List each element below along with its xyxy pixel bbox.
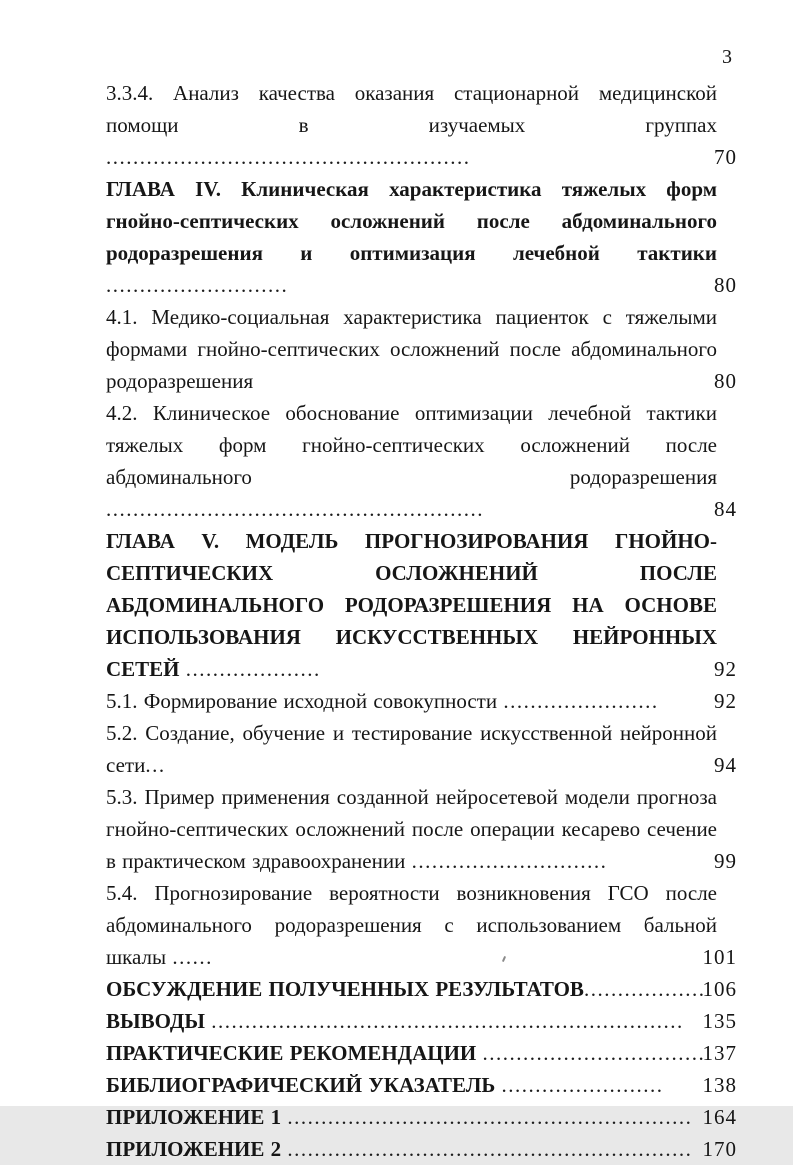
toc-entry-dot-leader: .......................: [503, 689, 659, 713]
toc-entry-title: 5.3. Пример применения созданной нейросетевой модели прогноза гнойно-септических осложнений после операции кесарево сечение в практическом здравоохранении: [106, 785, 717, 873]
toc-entry-title: 5.1. Формирование исходной совокупности: [106, 689, 504, 713]
toc-entry-title: ВЫВОДЫ: [106, 1009, 212, 1033]
toc-entry-title: БИБЛИОГРАФИЧЕСКИЙ УКАЗАТЕЛЬ: [106, 1073, 502, 1097]
toc-entry-title: 3.3.4. Анализ качества оказания стационарной медицинской помощи в изучаемых группах: [106, 81, 717, 137]
toc-entry-title: ПРАКТИЧЕСКИЕ РЕКОМЕНДАЦИИ: [106, 1041, 483, 1065]
toc-entry: [106, 77, 739, 173]
toc-entry-dot-leader: ......................................................................: [211, 1009, 684, 1033]
toc-entry-dot-leader: ...: [145, 753, 166, 777]
toc-entry-page-number: 94: [714, 753, 737, 777]
toc-entry: [106, 781, 739, 877]
table-of-contents: [106, 77, 739, 1165]
toc-entry-page-number: 80: [714, 273, 737, 297]
toc-entry: [106, 301, 739, 397]
toc-entry-title: ОБСУЖДЕНИЕ ПОЛУЧЕННЫХ РЕЗУЛЬТАТОВ: [106, 977, 584, 1001]
toc-entry: [106, 1133, 739, 1165]
toc-entry-dot-leader: ...........................: [106, 273, 289, 297]
toc-entry-page-number: 135: [702, 1009, 737, 1033]
toc-entry-page-number: 106: [702, 977, 737, 1001]
toc-entry-title: 4.2. Клиническое обоснование оптимизации лечебной тактики тяжелых форм гнойно-септических осложнений после абдоминального родоразрешения: [106, 401, 717, 489]
toc-entry-title: 5.2. Создание, обучение и тестирование искусственной нейронной сети: [106, 721, 717, 777]
toc-entry-page-number: 92: [714, 657, 737, 681]
toc-entry: [106, 1037, 739, 1069]
toc-entry-title: 5.4. Прогнозирование вероятности возникновения ГСО после абдоминального родоразрешения с использованием бальной шкалы: [106, 881, 717, 969]
toc-entry-page-number: 84: [714, 497, 737, 521]
toc-entry-title: ПРИЛОЖЕНИЕ 2: [106, 1137, 288, 1161]
toc-entry-page-number: 137: [702, 1041, 737, 1065]
toc-entry-dot-leader: .................................: [482, 1041, 706, 1065]
toc-entry-title: ГЛАВА V. МОДЕЛЬ ПРОГНОЗИРОВАНИЯ ГНОЙНО-СЕПТИЧЕСКИХ ОСЛОЖНЕНИЙ ПОСЛЕ АБДОМИНАЛЬНОГО РОДОРАЗРЕШЕНИЯ НА ОСНОВЕ ИСПОЛЬЗОВАНИЯ ИСКУССТВЕННЫХ НЕЙРОННЫХ СЕТЕЙ: [106, 529, 717, 681]
toc-entry-title: 4.1. Медико-социальная характеристика пациенток с тяжелыми формами гнойно-септических осложнений после абдоминального родоразрешения: [106, 305, 717, 393]
toc-entry-dot-leader: ............................................................: [287, 1105, 693, 1129]
toc-entry: [106, 525, 739, 685]
toc-entry: [106, 397, 739, 525]
toc-entry-dot-leader: ....................: [185, 657, 321, 681]
toc-entry-dot-leader: ..................: [583, 977, 706, 1001]
toc-entry-dot-leader: ........................................................: [106, 497, 484, 521]
toc-entry: [106, 685, 739, 717]
toc-entry-dot-leader: .............................: [411, 849, 608, 873]
toc-entry: [106, 1005, 739, 1037]
toc-entry-page-number: 170: [702, 1137, 737, 1161]
toc-entry: [106, 173, 739, 301]
toc-entry: [106, 1101, 739, 1133]
toc-entry-title: ПРИЛОЖЕНИЕ 1: [106, 1105, 288, 1129]
toc-entry-page-number: 101: [702, 945, 737, 969]
toc-entry-page-number: 164: [702, 1105, 737, 1129]
page-number: 3: [722, 46, 732, 68]
toc-entry-page-number: 70: [714, 145, 737, 169]
toc-entry-page-number: 92: [714, 689, 737, 713]
toc-entry: [106, 877, 739, 973]
toc-entry-dot-leader: ......................................................: [106, 145, 471, 169]
toc-entry-title: ГЛАВА IV. Клиническая характеристика тяжелых форм гнойно-септических осложнений после абдоминального родоразрешения и оптимизация лечебной тактики: [106, 177, 717, 265]
toc-entry-dot-leader: ......: [172, 945, 213, 969]
toc-entry: [106, 717, 739, 781]
toc-entry: [106, 973, 739, 1005]
toc-entry-dot-leader: ........................: [501, 1073, 664, 1097]
toc-entry-dot-leader: ............................................................: [287, 1137, 693, 1161]
toc-entry: [106, 1069, 739, 1101]
toc-entry-page-number: 99: [714, 849, 737, 873]
toc-entry-page-number: 80: [714, 369, 737, 393]
toc-entry-page-number: 138: [702, 1073, 737, 1097]
